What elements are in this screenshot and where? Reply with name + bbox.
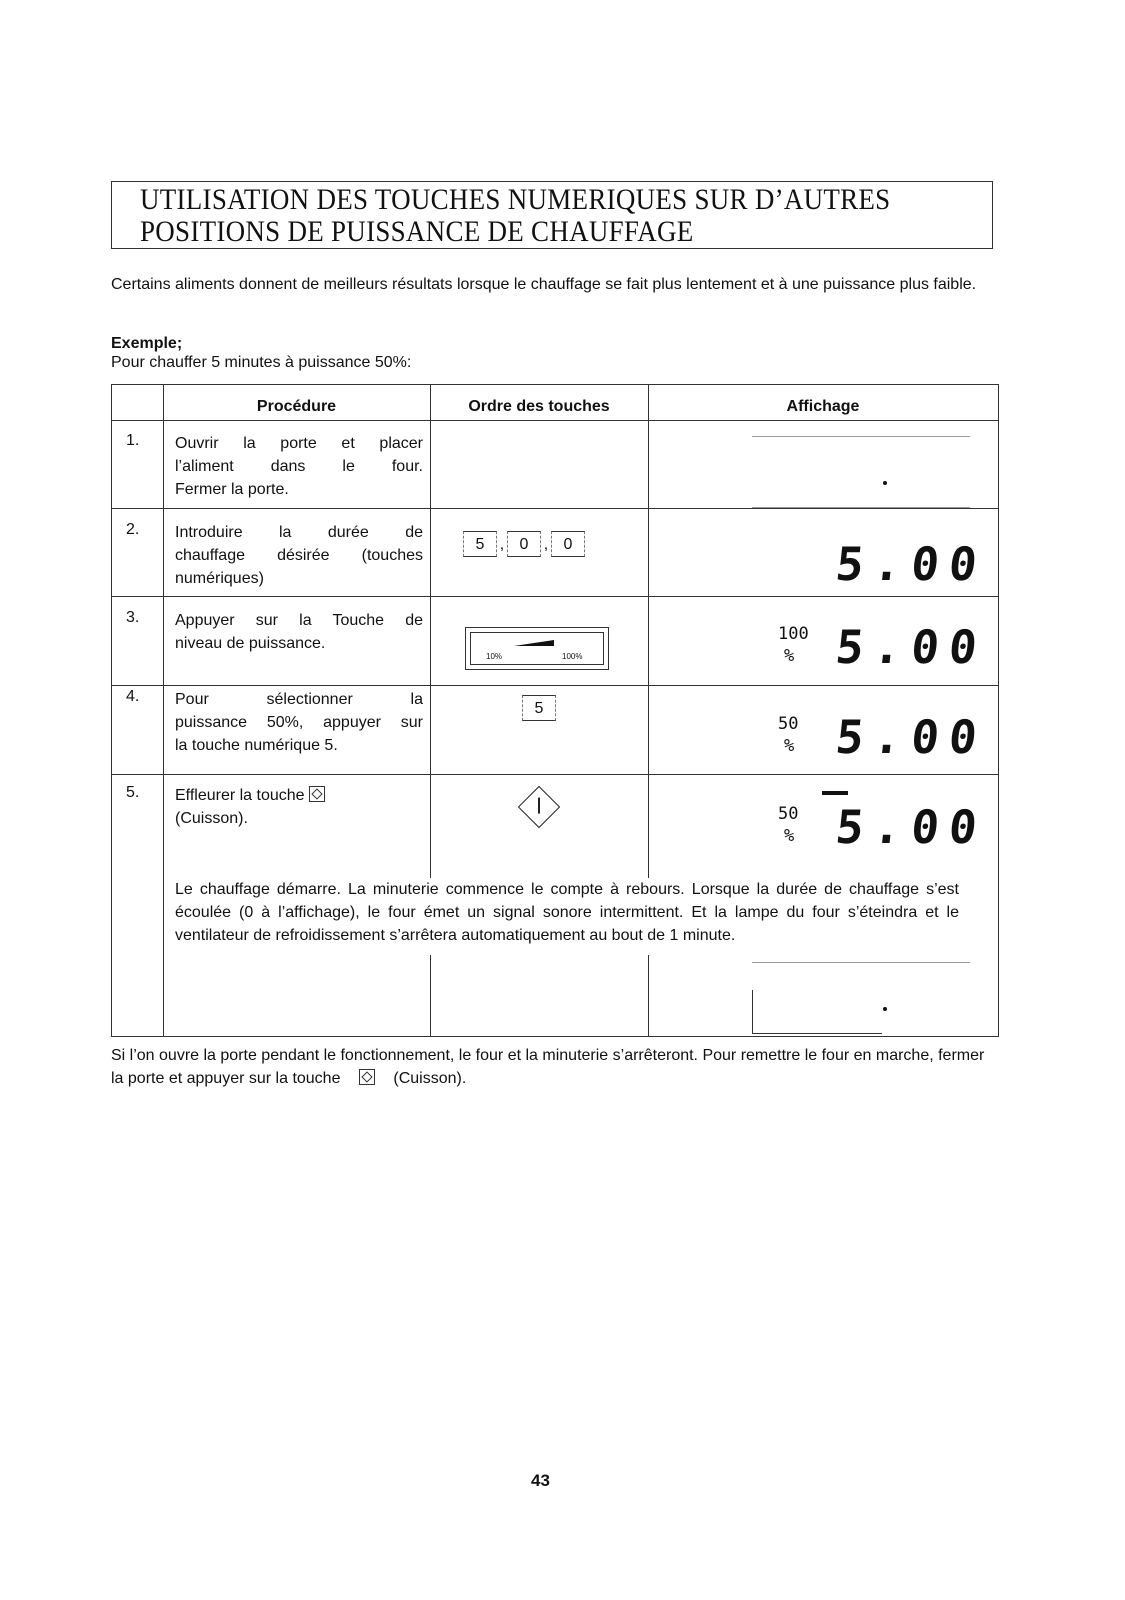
display-blank-step1 <box>752 436 970 508</box>
display-percent: % <box>784 826 795 846</box>
table-row-border <box>111 596 999 597</box>
page-title <box>140 184 890 248</box>
table-row-border <box>111 685 999 686</box>
footer-paragraph: Si l’on ouvre la porte pendant le fonctionnement, le four et la minuterie s’arrêteront. Pour remettre le four en marche, fermer la porte et appuyer sur la touche (Cuisson). <box>111 1047 985 1087</box>
display-power: 100 <box>778 624 809 644</box>
display-time: 5.00 <box>833 620 990 674</box>
display-time: 5.00 <box>833 800 990 854</box>
step-number: 2. <box>126 521 140 538</box>
title-line-1: UTILISATION DES TOUCHES NUMERIQUES SUR D’AUTRES <box>140 183 891 216</box>
table-left-border <box>111 384 112 1037</box>
title-line-2: POSITIONS DE PUISSANCE DE CHAUFFAGE <box>140 215 694 248</box>
display-step5 <box>752 788 990 854</box>
display-dot <box>883 1007 887 1011</box>
power-level-key[interactable] <box>465 627 609 670</box>
table-header-border <box>111 420 999 421</box>
digit-key-0[interactable]: 0 <box>551 531 585 557</box>
step-number: 5. <box>126 784 140 801</box>
example-label: Exemple; <box>111 335 183 352</box>
display-time: 5.00 <box>833 710 990 764</box>
start-icon <box>309 786 325 802</box>
start-key-icon <box>538 798 540 814</box>
example-text: Pour chauffer 5 minutes à puissance 50%: <box>111 354 412 371</box>
display-step3 <box>752 608 990 680</box>
table-col-divider <box>648 955 649 1037</box>
display-power: 50 <box>778 804 799 824</box>
display-power: 50 <box>778 714 799 734</box>
step-text: Appuyer sur la Touche de niveau de puissance. <box>175 612 423 652</box>
table-col-divider <box>430 384 431 878</box>
step-number: 4. <box>126 688 140 705</box>
start-key[interactable] <box>518 786 560 828</box>
step-text: Introduire la durée de chauffage désirée (touches numériques) <box>175 524 423 587</box>
table-col-divider <box>430 955 431 1037</box>
display-blank-final <box>752 962 970 1034</box>
header-procedure: Procédure <box>256 398 337 415</box>
page-number: 43 <box>531 1471 550 1490</box>
display-percent: % <box>784 736 795 756</box>
step-number: 1. <box>126 432 140 449</box>
display-percent: % <box>784 646 795 666</box>
start-icon <box>359 1069 375 1085</box>
key-sequence-step2: 5 , 0 , 0 <box>463 531 585 557</box>
table-row-border <box>111 508 999 509</box>
table-bottom-border <box>111 1036 999 1037</box>
digit-key-0[interactable]: 0 <box>507 531 541 557</box>
header-display: Affichage <box>786 398 860 415</box>
display-step4 <box>752 696 990 768</box>
digit-key-5[interactable]: 5 <box>522 695 556 721</box>
power-ramp-icon <box>514 640 554 646</box>
title-box <box>111 181 993 249</box>
intro-paragraph: Certains aliments donnent de meilleurs résultats lorsque le chauffage se fait plus lentement et à une puissance plus faible. <box>111 276 977 293</box>
power-high-label: 100% <box>562 652 583 661</box>
table-top-border <box>111 384 999 385</box>
digit-key-5[interactable]: 5 <box>463 531 497 557</box>
step-text: Effleurer la touche (Cuisson). <box>175 784 423 830</box>
step5-note: Le chauffage démarre. La minuterie commence le compte à rebours. Lorsque la durée de chauffage s’est écoulée (0 à l’affichage), le four émet un signal sonore intermittent. Et la lampe du four s’éteindra et le ventilateur de refroidissement s’arrêtera automatiquement au bout de 1 minute. <box>175 881 959 944</box>
table-right-border <box>998 384 999 1037</box>
header-keys: Ordre des touches <box>468 398 610 415</box>
step-number: 3. <box>126 609 140 626</box>
step-text: Ouvrir la porte et placer l’aliment dans le four. Fermer la porte. <box>175 435 423 498</box>
display-dot <box>883 481 887 485</box>
key-sequence-step4 <box>522 695 556 721</box>
display-time: 5.00 <box>833 537 990 591</box>
table-row-border <box>111 774 999 775</box>
step-text: Pour sélectionner la puissance 50%, appuyer sur la touche numérique 5. <box>175 691 423 754</box>
table-col-divider <box>648 384 649 878</box>
display-step2 <box>752 526 990 596</box>
power-low-label: 10% <box>486 652 503 661</box>
table-col-divider <box>163 384 164 1037</box>
